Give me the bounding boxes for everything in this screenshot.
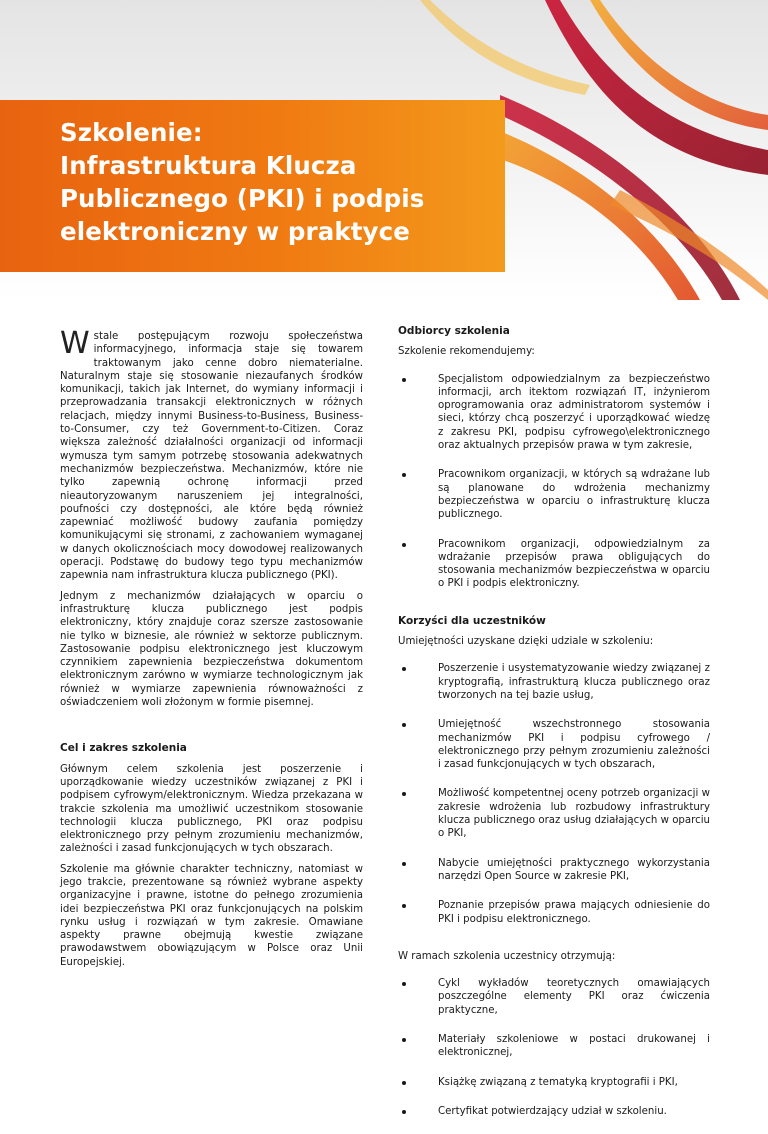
paragraph: Głównym celem szkolenia jest poszerzenie i uporządkowanie wiedzy uczestników związanej z PKI i podpisem cyfrowym/elektronicznym. Wiedza przekazana w trakcie szkolenia ma umożliwić uczestnikom stosowanie technologii klucza publicznego, PKI oraz podpisu elektronicznego przy pełnym zrozumieniu mechanizmów, zależności i zasad funkcjonujących w tych obszarach. xyxy=(60,763,363,855)
list-item: Poszerzenie i usystematyzowanie wiedzy związanej z kryptografią, infrastrukturą klucza publicznego oraz tworzonych na tej bazie usług, xyxy=(398,662,710,702)
title-line: elektroniczny w praktyce xyxy=(60,217,410,246)
bullet-icon xyxy=(402,792,406,796)
section-title-benefits: Korzyści dla uczestników xyxy=(398,614,546,627)
list-item: Certyfikat potwierdzający udział w szkoleniu. xyxy=(398,1105,710,1118)
receive-list xyxy=(398,977,710,1118)
bullet-icon xyxy=(402,473,406,477)
intro-paragraph: W stale postępującym rozwoju społeczeństwa informacyjnego, informacja staje się towarem traktowanym jako cenne dobro niematerialne. Naturalnym staje się stosowanie niezaufanych środków komunikacji, takich jak Internet, do wymiany informacji i przeprowadzania transakcji elektronicznych w różnych relacjach, między innymi Business-to-Business, Business-to-Consumer, czy też Government-to-Citizen. Coraz większa zależność działalności organizacji od informacji wymusza tym samym potrzebę stosowania adekwatnych mechanizmów bezpieczeństwa. Mechanizmów, które nie tylko zapewnią ochronę informacji przed nieautoryzowanym naruszeniem jej integralności, poufności czy dostępności, ale które będą również zapewniać możliwość budowy zaufania pomiędzy komunikującymi się stronami, z zachowaniem wymaganej w danych okolicznościach mocy dowodowej realizowanych operacji. Podstawę do budowy tego typu mechanizmów zapewnia nam infrastruktura klucza publicznego (PKI). xyxy=(60,326,363,582)
bullet-icon xyxy=(402,982,406,986)
bullet-icon xyxy=(402,723,406,727)
right-column xyxy=(398,325,710,1134)
bullet-icon xyxy=(402,904,406,908)
page-title xyxy=(60,116,424,248)
bullet-icon xyxy=(402,543,406,547)
left-column xyxy=(60,326,363,976)
bullet-icon xyxy=(402,1110,406,1114)
list-item: Cykl wykładów teoretycznych omawiających poszczególne elementy PKI oraz ćwiczenia praktyczne, xyxy=(398,977,710,1017)
list-item: Książkę związaną z tematyką kryptografii i PKI, xyxy=(398,1076,710,1089)
paragraph: Jednym z mechanizmów działających w oparciu o infrastrukturę klucza publicznego jest podpis elektroniczny, który znajduje coraz szersze zastosowanie nie tylko w biznesie, ale również w sektorze publicznym. Zastosowanie podpisu elektronicznego jest kluczowym czynnikiem zapewnienia bezpieczeństwa dokumentom elektronicznym zarówno w wymiarze technologicznym jak również w wymiarze zapewnienia równoważności z oświadczeniem woli złożonym w formie pisemnej. xyxy=(60,590,363,709)
bullet-icon xyxy=(402,862,406,866)
paragraph: Szkolenie ma głównie charakter techniczny, natomiast w jego trakcie, prezentowane są również wybrane aspekty organizacyjne i prawne, istotne do pełnego zrozumienia idei bezpieczeństwa PKI oraz funkcjonujących na polskim rynku usług i rozwiązań w tym zakresie. Omawiane aspekty prawne obejmują kwestie związane prawodawstwem obowiązującym w Polsce oraz Unii Europejskiej. xyxy=(60,863,363,968)
section-title-audience: Odbiorcy szkolenia xyxy=(398,325,510,337)
title-line: Infrastruktura Klucza xyxy=(60,151,357,180)
list-item: Możliwość kompetentnej oceny potrzeb organizacji w zakresie wdrożenia lub rozbudowy infrastruktury klucza publicznego oraz usług działających w oparciu o PKI, xyxy=(398,787,710,840)
section-title-goal: Cel i zakres szkolenia xyxy=(60,742,187,755)
title-line: Publicznego (PKI) i podpis xyxy=(60,184,425,213)
title-banner xyxy=(0,100,505,272)
bullet-icon xyxy=(402,378,406,382)
bullet-icon xyxy=(402,667,406,671)
audience-list xyxy=(398,373,710,591)
benefits-list xyxy=(398,662,710,925)
list-item: Nabycie umiejętności praktycznego wykorzystania narzędzi Open Source w zakresie PKI, xyxy=(398,857,710,884)
list-item: Specjalistom odpowiedzialnym za bezpieczeństwo informacji, arch itektom rozwiązań IT, inżynierom oprogramowania oraz administratorom systemów i sieci, którzy chcą poszerzyć i uporządkować wiedzę z zakresu PKI, podpisu cyfrowego\elektronicznego oraz aktualnych przepisów prawa w tym zakresie, xyxy=(398,373,710,453)
receive-intro: W ramach szkolenia uczestnicy otrzymują: xyxy=(398,950,616,962)
list-item: Pracownikom organizacji, odpowiedzialnym za wdrażanie przepisów prawa obligujących do stosowania mechanizmów bezpieczeństwa w oparciu o PKI i podpis elektroniczny. xyxy=(398,538,710,591)
list-item: Umiejętność wszechstronnego stosowania mechanizmów PKI i podpisu cyfrowego / elektronicznego przy pełnym zrozumieniu zależności i zasad funkcjonujących w tych obszarach, xyxy=(398,718,710,771)
benefits-intro: Umiejętności uzyskane dzięki udziale w szkoleniu: xyxy=(398,636,654,648)
bullet-icon xyxy=(402,1038,406,1042)
bullet-icon xyxy=(402,1081,406,1085)
drop-cap: W xyxy=(60,326,90,361)
audience-intro: Szkolenie rekomendujemy: xyxy=(398,346,535,358)
list-item: Materiały szkoleniowe w postaci drukowanej i elektronicznej, xyxy=(398,1033,710,1060)
list-item: Pracownikom organizacji, w których są wdrażane lub są planowane do wdrożenia mechanizmy bezpieczeństwa w oparciu o infrastrukturę klucza publicznego. xyxy=(398,468,710,521)
list-item: Poznanie przepisów prawa mających odniesienie do PKI i podpisu elektronicznego. xyxy=(398,899,710,926)
title-line: Szkolenie: xyxy=(60,118,203,147)
